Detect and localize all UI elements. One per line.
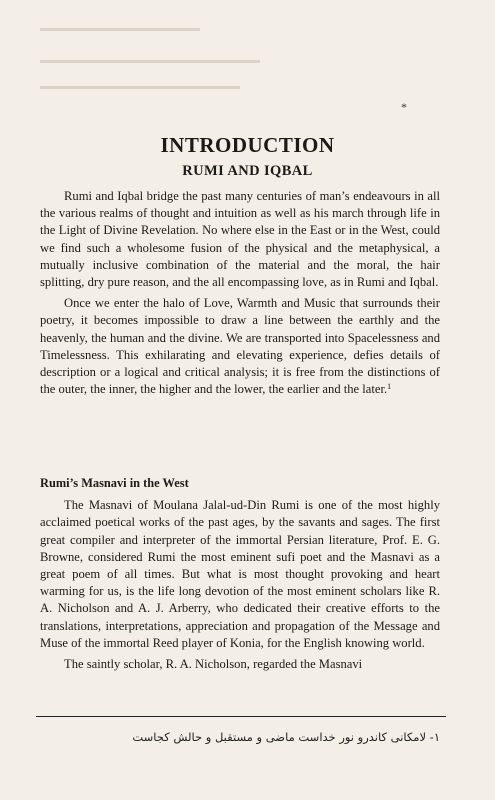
intro-text	[40, 188, 440, 398]
paragraph-text: Once we enter the halo of Love, Warmth and Music that surrounds their poetry, it becomes impossible to draw a line between the earthly and the heavenly, the human and the divine. We are transported into Spacelessness and Timelessness. This exhilarating and elevating experience, defies details of description or a logical and critical analysis; it is free from the distinctions of the outer, the inner, the higher and the lower, the earlier and the later.	[40, 296, 440, 397]
paragraph: The saintly scholar, R. A. Nicholson, regarded the Masnavi	[64, 657, 363, 672]
footnote-marker: 1	[387, 382, 392, 392]
footnote: ۱- لامکانی کاندرو نور خداست ماضی و مستقبل و حالش کجاست	[132, 730, 440, 744]
bleed-through-line	[40, 28, 200, 31]
section	[40, 475, 440, 673]
page-title: INTRODUCTION	[160, 133, 335, 157]
footnote-rule	[36, 716, 446, 717]
section-heading: Rumi’s Masnavi in the West	[40, 476, 189, 490]
paragraph: The Masnavi of Moulana Jalal-ud-Din Rumi is one of the most highly acclaimed poetical works of the past ages, by the savants and sages. The first great compiler and interpreter of the immortal Persian literature, Prof. E. G. Browne, considered Rumi the most eminent sufi poet and the Masnavi as a great poem of all times. But what is most thought provoking and heart warming for us, is the life long devotion of the most eminent scholars like R. A. Nicholson and A. J. Arberry, who dedicated their creative efforts to the translations, interpretations, appreciation and propagation of the Message and Muse of the immortal Reed player of Konia, for the English knowing world.	[40, 498, 440, 650]
page-subtitle: RUMI AND IQBAL	[182, 163, 313, 179]
bleed-through-line	[40, 86, 240, 89]
margin-mark: *	[401, 100, 407, 114]
paragraph	[40, 295, 440, 398]
bleed-through-line	[40, 60, 260, 63]
paragraph: Rumi and Iqbal bridge the past many centuries of man’s endeavours in all the various realms of thought and intuition as well as his march through life in the Light of Divine Revelation. No where else in the East or in the West, could we find such a wholesome fusion of the physical and the metaphysical, a mutually inclusive combination of the material and the moral, the hair splitting, dry pure reason, and the all encompassing love, as in Rumi and Iqbal.	[40, 189, 440, 290]
